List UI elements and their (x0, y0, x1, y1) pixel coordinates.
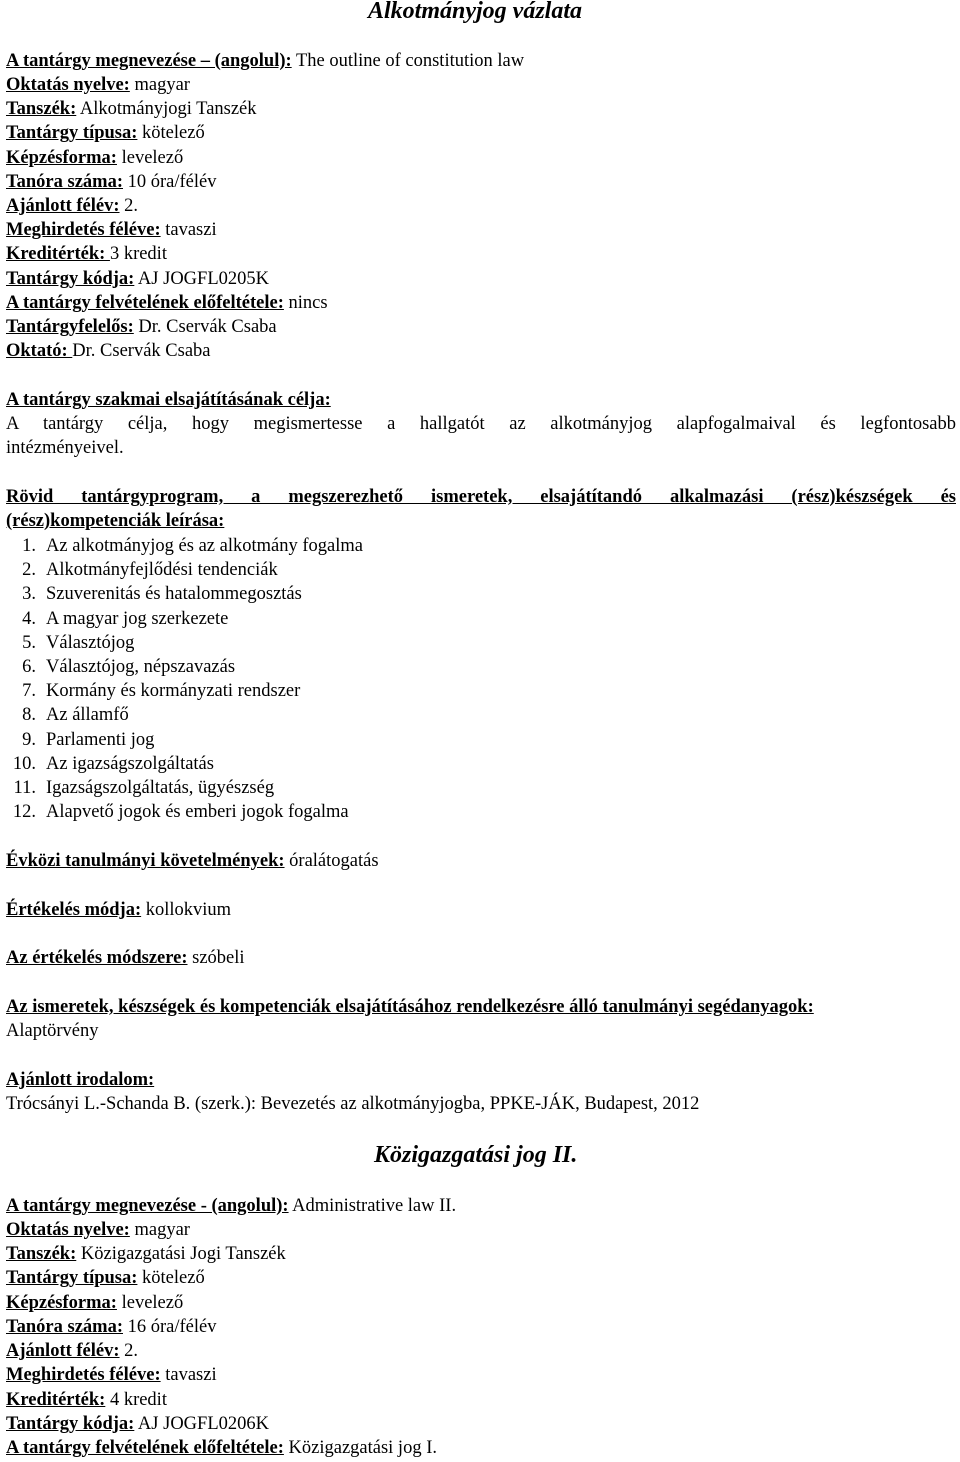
materials-value: Alaptörvény (6, 1021, 99, 1041)
field-label: Képzésforma: (6, 148, 117, 168)
field-label: Oktató: (6, 341, 73, 361)
field-label: Meghirdetés féléve: (6, 220, 161, 240)
field-label: Ajánlott félév: (6, 1341, 120, 1361)
field-value: óralátogatás (284, 851, 379, 871)
field-label: Tanóra száma: (6, 172, 123, 192)
c1-field-english-name (6, 49, 524, 73)
c2-field-hours (6, 1315, 217, 1339)
field-value: 2. (119, 1341, 139, 1361)
c2-field-form (6, 1291, 183, 1315)
literature-heading: Ajánlott irodalom: (6, 1070, 155, 1090)
c2-field-english-name (6, 1194, 456, 1218)
list-item: 3. Szuverenitás és hatalommegosztás (22, 584, 302, 605)
field-value: levelező (116, 148, 184, 168)
c2-field-prerequisite (6, 1436, 437, 1460)
materials-heading: Az ismeretek, készségek és kompetenciák elsajátításához rendelkezésre álló tanulmányi segédanyagok: (6, 997, 814, 1017)
list-item: 6. Választójog, népszavazás (22, 656, 236, 677)
c1-field-responsible (6, 315, 277, 339)
field-value: levelező (116, 1293, 184, 1313)
course1-title: Alkotmányjog vázlata (368, 0, 583, 24)
course2-title: Közigazgatási jog II. (374, 1142, 578, 1168)
field-label: A tantárgy megnevezése - (angolul): (6, 1196, 289, 1216)
field-value: nincs (283, 293, 328, 313)
field-value: Dr. Cservák Csaba (133, 317, 277, 337)
c1-field-credit (6, 242, 167, 266)
field-label: Az értékelés módszere: (6, 948, 188, 968)
c1-field-semester (6, 194, 138, 218)
field-label: Ajánlott félév: (6, 196, 120, 216)
field-label: Tanszék: (6, 1244, 77, 1264)
field-label: Értékelés módja: (6, 900, 142, 920)
field-value: Administrative law II. (288, 1196, 457, 1216)
list-item: 7. Kormány és kormányzati rendszer (22, 681, 301, 702)
program-heading-line2: (rész)kompetenciák leírása: (6, 511, 225, 531)
field-value: AJ JOGFL0206K (134, 1414, 269, 1434)
field-value: kötelező (137, 123, 205, 143)
aim-heading: A tantárgy szakmai elsajátításának célja: (6, 390, 331, 410)
field-label: Oktatás nyelve: (6, 1220, 130, 1240)
field-label: A tantárgy felvételének előfeltétele: (6, 1438, 284, 1458)
field-value: AJ JOGFL0205K (134, 269, 269, 289)
field-value: tavaszi (160, 220, 217, 240)
evaluation-method (6, 946, 245, 970)
field-value: 4 kredit (105, 1390, 167, 1410)
field-label: Képzésforma: (6, 1293, 117, 1313)
field-label: Tantárgy típusa: (6, 1268, 138, 1288)
list-item: 12. Alapvető jogok és emberi jogok fogalma (12, 802, 349, 823)
list-item: 9. Parlamenti jog (22, 729, 155, 750)
c1-field-teacher (6, 339, 211, 363)
field-value: 10 óra/félév (123, 172, 217, 192)
field-value: The outline of constitution law (291, 51, 525, 71)
c1-field-code (6, 267, 269, 291)
c1-field-prerequisite (6, 291, 328, 315)
list-item: 10. Az igazságszolgáltatás (12, 753, 214, 774)
c2-field-credit (6, 1388, 167, 1412)
field-value: tavaszi (160, 1365, 217, 1385)
field-label: Kreditérték: (6, 244, 110, 264)
c1-field-language (6, 73, 190, 97)
field-label: Tantárgy típusa: (6, 123, 138, 143)
aim-text-line2: intézményeivel. (6, 438, 124, 458)
c2-field-code (6, 1412, 269, 1436)
field-label: A tantárgy megnevezése – (angolul): (6, 51, 292, 71)
c1-field-type (6, 121, 205, 145)
list-item: 8. Az államfő (22, 705, 129, 726)
field-value: kollokvium (141, 900, 232, 920)
field-value: magyar (129, 75, 190, 95)
c2-field-semester (6, 1339, 138, 1363)
c2-field-language (6, 1218, 190, 1242)
field-value: Közigazgatási Jogi Tanszék (76, 1244, 286, 1264)
c1-field-announce (6, 218, 217, 242)
field-label: Tantárgy kódja: (6, 1414, 135, 1434)
field-label: Tantárgyfelelős: (6, 317, 134, 337)
list-item: 2. Alkotmányfejlődési tendenciák (22, 560, 278, 581)
evaluation (6, 898, 231, 922)
field-value: Alkotmányjogi Tanszék (76, 99, 257, 119)
literature-value: Trócsányi L.-Schanda B. (szerk.): Bevezetés az alkotmányjogba, PPKE-JÁK, Budapest, 2012 (6, 1094, 700, 1114)
field-label: Kreditérték: (6, 1390, 106, 1410)
field-label: Évközi tanulmányi követelmények: (6, 851, 285, 871)
c2-field-type (6, 1266, 205, 1290)
field-label: Oktatás nyelve: (6, 75, 130, 95)
field-label: Tanóra száma: (6, 1317, 123, 1337)
aim-text-line1: A tantárgy célja, hogy megismertesse a hallgatót az alkotmányjog alapfogalmaival és legfontosabb (6, 414, 956, 434)
c1-field-form (6, 146, 183, 170)
field-value: kötelező (137, 1268, 205, 1288)
requirements (6, 849, 379, 873)
list-item: 1. Az alkotmányjog és az alkotmány fogalma (22, 536, 363, 556)
field-value: Közigazgatási jog I. (283, 1438, 437, 1458)
list-item: 4. A magyar jog szerkezete (22, 608, 229, 629)
c1-field-department (6, 97, 257, 121)
field-label: Tanszék: (6, 99, 77, 119)
list-item: 11. Igazságszolgáltatás, ügyészség (13, 777, 275, 798)
field-label: Tantárgy kódja: (6, 269, 135, 289)
c2-field-announce (6, 1363, 217, 1387)
field-value: 2. (119, 196, 139, 216)
list-item: 5. Választójog (22, 632, 135, 653)
field-value: szóbeli (187, 948, 245, 968)
c1-field-hours (6, 170, 217, 194)
field-value: 16 óra/félév (123, 1317, 217, 1337)
field-value: 3 kredit (109, 244, 167, 264)
field-value: magyar (129, 1220, 190, 1240)
field-label: Meghirdetés féléve: (6, 1365, 161, 1385)
field-label: A tantárgy felvételének előfeltétele: (6, 293, 284, 313)
topic-list (6, 534, 363, 824)
c2-field-department (6, 1242, 286, 1266)
field-value: Dr. Cservák Csaba (72, 341, 211, 361)
program-heading-line1: Rövid tantárgyprogram, a megszerezhető ismeretek, elsajátítandó alkalmazási (rész)készségek és (6, 487, 956, 507)
